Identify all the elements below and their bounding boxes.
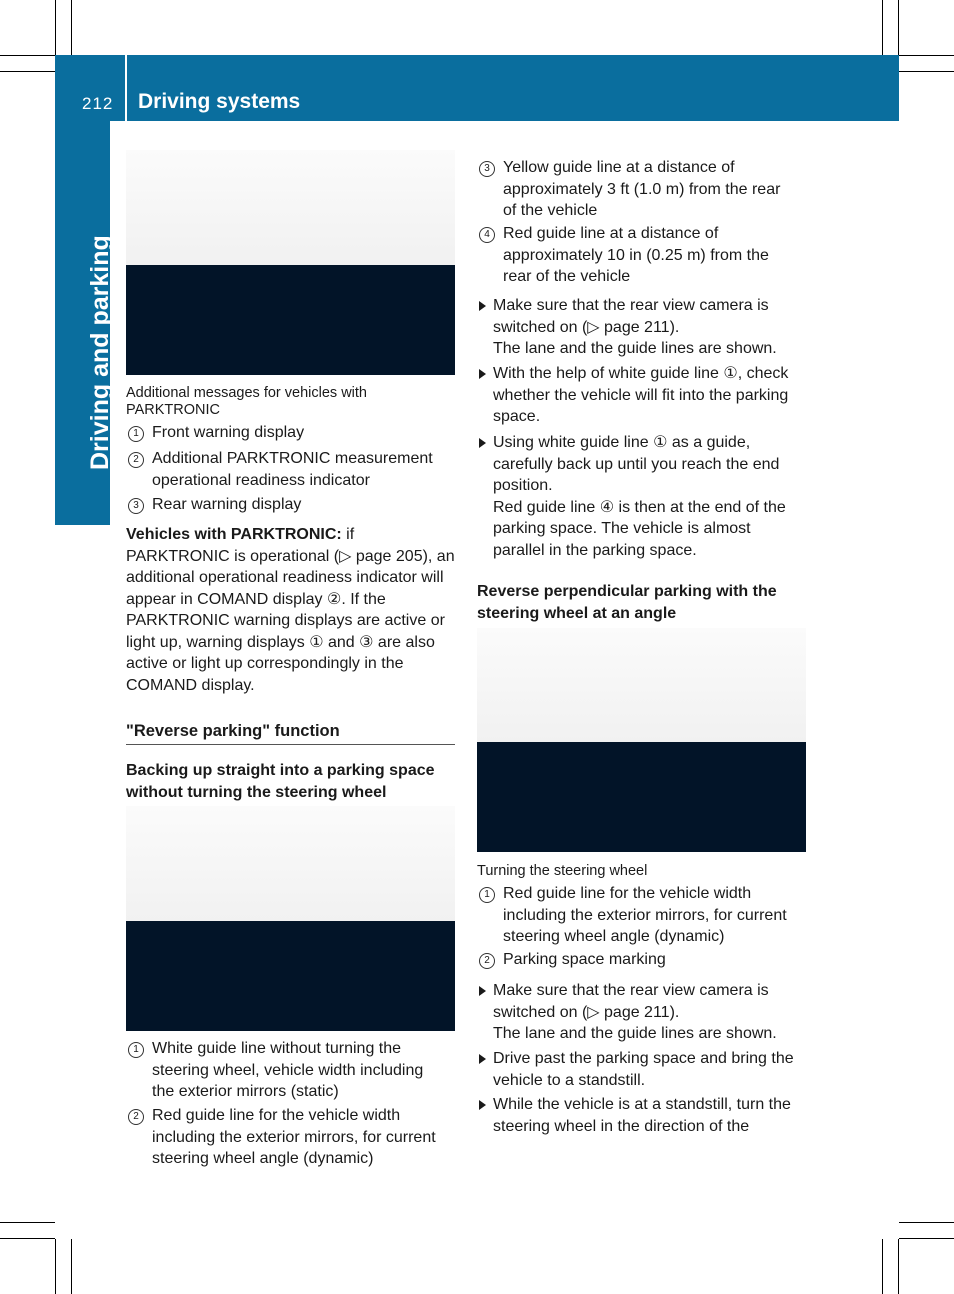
text-line: Make sure that the rear view camera is xyxy=(493,982,769,999)
text-line: PARKTRONIC warning displays are active or xyxy=(126,612,445,629)
text-line: Make sure that the rear view camera is xyxy=(493,297,769,314)
text-line: While the vehicle is at a standstill, turn the xyxy=(493,1096,791,1113)
list-item xyxy=(477,883,817,948)
text-line: parking space. The vehicle is almost xyxy=(493,520,751,537)
text-line: Red guide line for the vehicle width xyxy=(503,885,752,902)
callout-number: 2 xyxy=(128,1109,144,1125)
text-line: COMAND display. xyxy=(126,676,255,694)
crop-mark xyxy=(898,0,899,55)
crop-mark xyxy=(0,1238,55,1239)
section-title: Driving systems xyxy=(138,90,301,113)
instruction-step xyxy=(477,363,817,428)
text-line: Red guide line ④ is then at the end of the xyxy=(493,498,786,516)
list-item xyxy=(477,223,817,288)
text-line: carefully back up until you reach the end xyxy=(493,455,780,473)
callout-number: 2 xyxy=(128,452,144,468)
step-arrow-icon xyxy=(479,1100,486,1110)
crop-mark xyxy=(71,1239,72,1294)
heading-rule xyxy=(126,744,455,745)
crop-mark xyxy=(882,1239,883,1294)
crop-mark xyxy=(0,71,55,72)
text-line: The lane and the guide lines are shown. xyxy=(493,1025,777,1042)
text-line: approximately 10 in (0.25 m) from the xyxy=(503,246,769,264)
text-line: Reverse perpendicular parking with the xyxy=(477,583,777,600)
text-line: Yellow guide line at a distance of xyxy=(503,159,735,176)
text-line: light up, warning displays ① and ③ are also xyxy=(126,633,435,651)
instruction-step xyxy=(477,432,817,561)
text-line: vehicle to a standstill. xyxy=(493,1071,646,1089)
crop-mark xyxy=(71,0,72,55)
list-item xyxy=(126,494,455,516)
crop-mark xyxy=(899,1222,954,1223)
text-line: steering wheel angle (dynamic) xyxy=(152,1150,374,1167)
crop-mark xyxy=(0,55,55,56)
text-line: of the vehicle xyxy=(503,202,598,219)
step-arrow-icon xyxy=(479,1054,486,1064)
text-line: active or light up correspondingly in the xyxy=(126,655,404,672)
body-paragraph xyxy=(126,524,461,696)
text-line: Backing up straight into a parking space xyxy=(126,762,435,779)
callout-number: 3 xyxy=(128,498,144,514)
step-arrow-icon xyxy=(479,369,486,379)
callout-number: 1 xyxy=(128,426,144,442)
crop-mark xyxy=(55,1239,56,1294)
crop-mark xyxy=(0,1222,55,1223)
text-line: without turning the steering wheel xyxy=(126,783,387,801)
callout-number: 3 xyxy=(479,161,495,177)
text-line: appear in COMAND display ②. If the xyxy=(126,590,386,608)
text-line: Red guide line for the vehicle width xyxy=(152,1107,401,1124)
instruction-step xyxy=(477,980,817,1045)
text-line: if xyxy=(341,526,355,543)
crop-mark xyxy=(899,71,954,72)
text-line: steering wheel at an angle xyxy=(477,604,677,622)
step-arrow-icon xyxy=(479,438,486,448)
text-line: space. xyxy=(493,408,541,425)
callout-number: 4 xyxy=(479,227,495,243)
text-line: steering wheel, vehicle width including xyxy=(152,1061,424,1079)
text-line: White guide line without turning the xyxy=(152,1040,402,1057)
section-heading: "Reverse parking" function xyxy=(126,722,340,740)
list-item-text: Front warning display xyxy=(152,424,305,441)
text-line: approximately 3 ft (1.0 m) from the rear xyxy=(503,180,781,198)
crop-mark xyxy=(898,1239,899,1294)
list-item xyxy=(477,157,817,222)
figure-rear-camera-straight xyxy=(126,806,455,1031)
header-divider xyxy=(125,55,127,121)
crop-mark xyxy=(882,0,883,55)
callout-number: 1 xyxy=(479,887,495,903)
page-number: 212 xyxy=(82,94,114,113)
instruction-step xyxy=(477,1048,817,1091)
text-line: including the exterior mirrors, for current xyxy=(152,1128,436,1146)
text-line: switched on (▷ page 211). xyxy=(493,318,680,336)
text-line: steering wheel angle (dynamic) xyxy=(503,928,725,945)
text-line: whether the vehicle will fit into the parking xyxy=(493,386,789,404)
subheading xyxy=(477,581,817,624)
instruction-step xyxy=(477,1094,817,1137)
callout-number: 1 xyxy=(128,1042,144,1058)
figure-caption: Turning the steering wheel xyxy=(477,863,648,879)
text-line: With the help of white guide line ①, check xyxy=(493,365,789,382)
list-item xyxy=(126,1038,461,1103)
text-line: including the exterior mirrors, for current xyxy=(503,906,787,924)
list-item xyxy=(126,422,455,444)
figure-comand-display xyxy=(126,150,455,375)
text-line: Using white guide line ① as a guide, xyxy=(493,434,751,451)
list-item-text: Additional PARKTRONIC measurement operational readiness indicator xyxy=(152,450,433,489)
text-line: rear of the vehicle xyxy=(503,268,631,285)
text-line: Parking space marking xyxy=(503,951,666,968)
text-line: Red guide line at a distance of xyxy=(503,225,719,242)
text-line: additional operational readiness indicator will xyxy=(126,569,444,586)
crop-mark xyxy=(55,0,56,55)
text-line: switched on (▷ page 211). xyxy=(493,1003,680,1021)
step-arrow-icon xyxy=(479,986,486,996)
instruction-step xyxy=(477,295,817,360)
text-line: Drive past the parking space and bring the xyxy=(493,1050,794,1067)
text-line: the exterior mirrors (static) xyxy=(152,1083,339,1100)
list-item xyxy=(477,949,817,971)
text-line: steering wheel in the direction of the xyxy=(493,1117,750,1135)
figure-caption: Additional messages for vehicles with PARKTRONIC xyxy=(126,385,367,418)
paragraph-lead: Vehicles with PARKTRONIC: xyxy=(126,526,342,543)
step-arrow-icon xyxy=(479,301,486,311)
text-line: position. xyxy=(493,477,553,494)
text-line: The lane and the guide lines are shown. xyxy=(493,340,777,357)
chapter-tab-label: Driving and parking xyxy=(86,235,114,470)
text-line: parallel in the parking space. xyxy=(493,541,697,559)
list-item xyxy=(126,1105,461,1170)
callout-number: 2 xyxy=(479,953,495,969)
figure-rear-camera-angle xyxy=(477,628,806,852)
list-item-text: Rear warning display xyxy=(152,496,302,513)
crop-mark xyxy=(899,1238,954,1239)
text-line: PARKTRONIC is operational (▷ page 205), an xyxy=(126,547,455,565)
list-item xyxy=(126,448,455,491)
crop-mark xyxy=(899,55,954,56)
subheading xyxy=(126,760,461,803)
